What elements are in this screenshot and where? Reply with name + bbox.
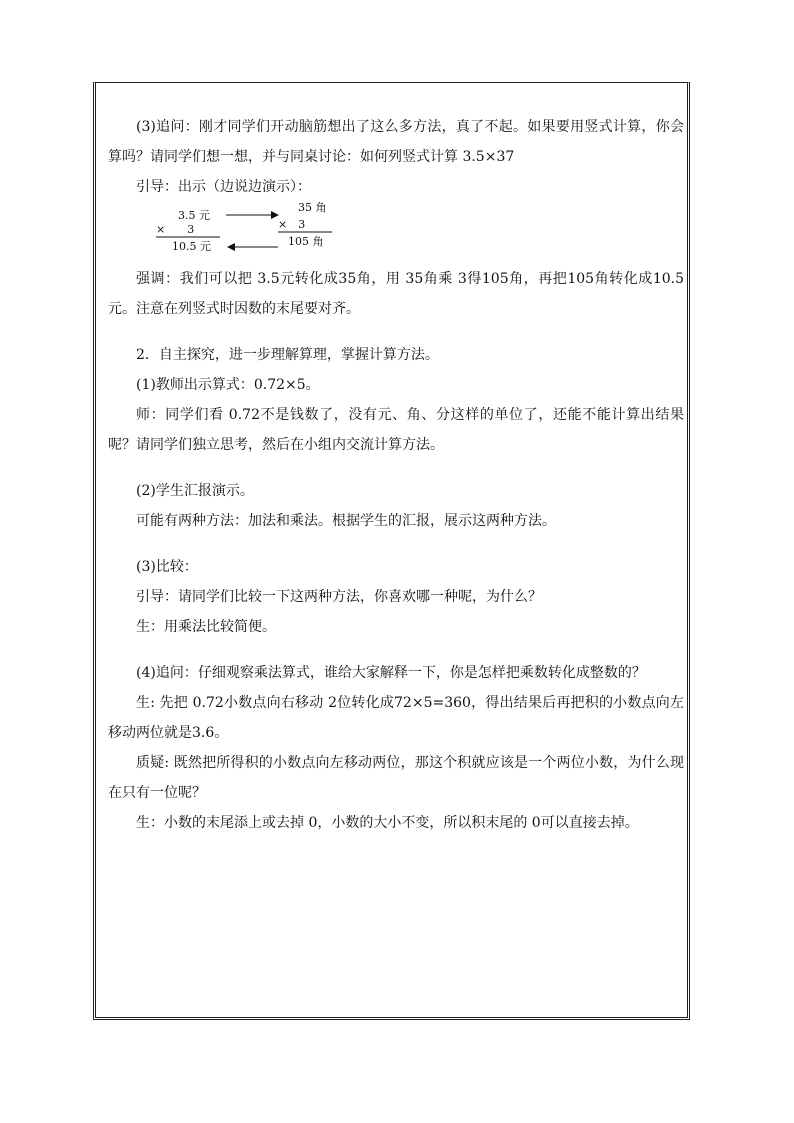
paragraph-followup-question: (3)追问：刚才同学们开动脑筋想出了这么多方法，真了不起。如果要用竖式计算，你会算吗？请同学们想一想，并与同桌讨论：如何列竖式计算 3.5×37 <box>108 119 684 165</box>
left-product: 10.5 元 <box>172 240 211 253</box>
lesson-content <box>108 112 684 838</box>
paragraph-emphasis: 强调：我们可以把 3.5元转化成35角，用 35角乘 3得105角，再把105角转化成10.5元。注意在列竖式时因数的末尾要对齐。 <box>108 271 684 317</box>
paragraph-followup-observe: (4)追问：仔细观察乘法算式，谁给大家解释一下，你是怎样把乘数转化成整数的？ <box>136 665 646 681</box>
paragraph-guide-show: 引导：出示（边说边演示）： <box>136 179 311 195</box>
left-multiplier: × 3 <box>156 223 195 236</box>
paragraph-compare: (3)比较： <box>136 559 198 575</box>
paragraph-teacher-shows: (1)教师出示算式：0.72×5。 <box>136 377 320 393</box>
vertical-calculation-diagram <box>108 202 684 262</box>
paragraph-student-explain: 生: 先把 0.72小数点向右移动 2位转化成72×5=360，得出结果后再把积的小数点向左移动两位就是3.6。 <box>108 695 684 741</box>
paragraph-question-doubt: 质疑: 既然把所得积的小数点向左移动两位，那这个积就应该是一个两位小数，为什么现在只有一位呢？ <box>108 755 684 801</box>
paragraph-teacher-question: 师：同学们看 0.72不是钱数了，没有元、角、分这样的单位了，还能不能计算出结果呢？请同学们独立思考，然后在小组内交流计算方法。 <box>108 407 684 453</box>
paragraph-compare-guide: 引导：请同学们比较一下这两种方法，你喜欢哪一种呢，为什么？ <box>136 589 542 605</box>
paragraph-student-answer: 生：用乘法比较简便。 <box>136 619 276 635</box>
paragraph-student-conclusion: 生：小数的末尾添上或去掉 0，小数的大小不变，所以积末尾的 0可以直接去掉。 <box>136 815 639 831</box>
right-product: 105 角 <box>288 235 324 248</box>
vertical-calculation-svg <box>108 202 408 262</box>
right-multiplicand: 35 角 <box>298 202 327 214</box>
paragraph-explore-heading: 2．自主探究，进一步理解算理，掌握计算方法。 <box>136 347 439 363</box>
right-multiplier: × 3 <box>278 218 306 231</box>
paragraph-student-report: (2)学生汇报演示。 <box>136 483 254 499</box>
paragraph-two-methods: 可能有两种方法：加法和乘法。根据学生的汇报，展示这两种方法。 <box>136 513 556 529</box>
left-multiplicand: 3.5 元 <box>178 209 210 222</box>
